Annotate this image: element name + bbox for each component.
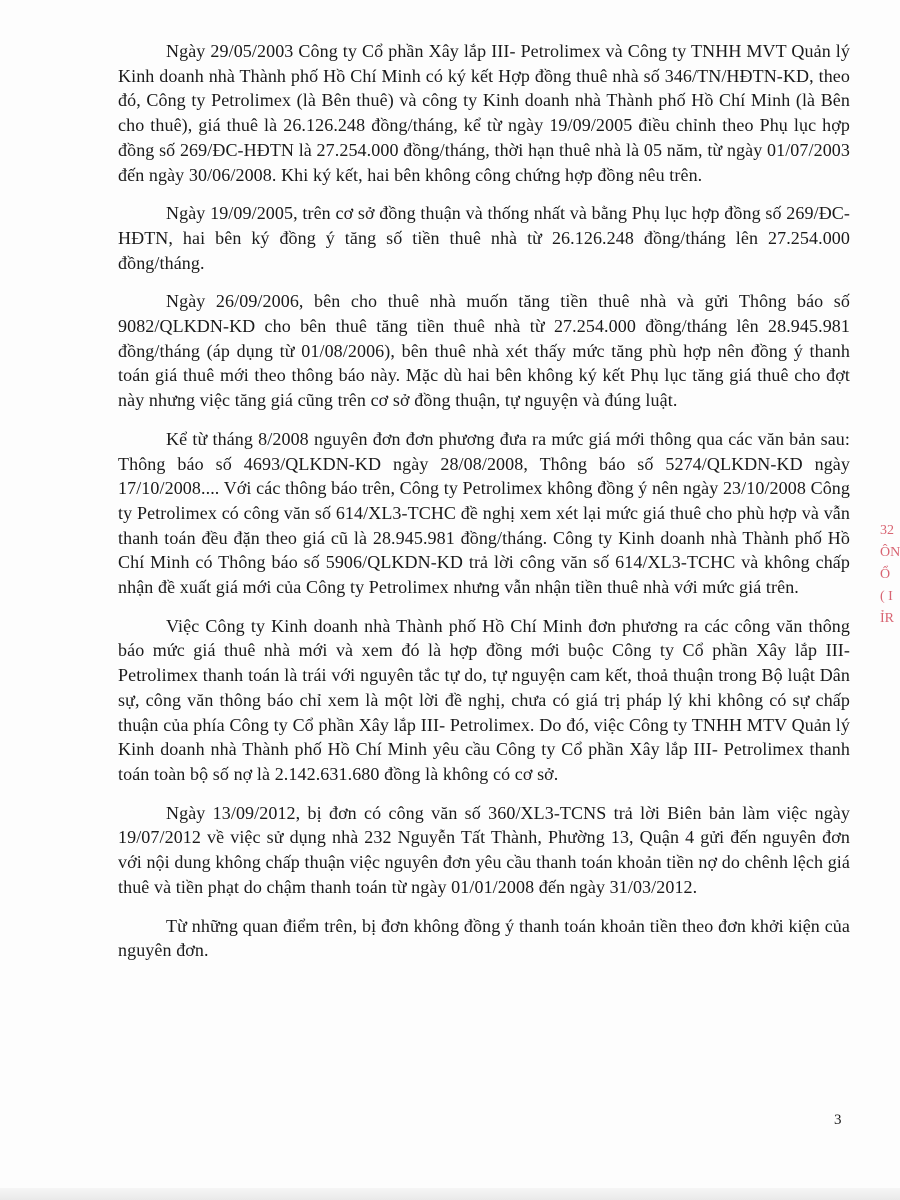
page-number: 3 [834, 1112, 842, 1128]
stamp-edge-fragment [880, 520, 900, 660]
stamp-edge-line: Ổ [880, 567, 891, 582]
stamp-edge-line: ỈR [880, 611, 894, 626]
paragraph-1: Ngày 29/05/2003 Công ty Cổ phần Xây lắp III- Petrolimex và Công ty TNHH MVT Quản lý Kinh doanh nhà Thành phố Hồ Chí Minh có ký kết Hợp đồng thuê nhà số 346/TN/HĐTN-KD, theo đó, Công ty Petrolimex (là Bên thuê) và công ty Kinh doanh nhà Thành phố Hồ Chí Minh (là Bên cho thuê), giá thuê là 26.126.248 đồng/tháng, kể từ ngày 19/09/2005 điều chỉnh theo Phụ lục hợp đồng số 269/ĐC-HĐTN là 27.254.000 đồng/tháng, thời hạn thuê nhà là 05 năm, từ ngày 01/07/2003 đến ngày 30/06/2008. Khi ký kết, hai bên không công chứng hợp đồng nêu trên. [118, 41, 850, 185]
stamp-edge-line: ÔN [880, 545, 900, 560]
scan-bottom-edge [0, 1188, 900, 1200]
paragraph-3: Ngày 26/09/2006, bên cho thuê nhà muốn tăng tiền thuê nhà và gửi Thông báo số 9082/QLKDN-KD cho bên thuê tăng tiền thuê nhà từ 27.254.000 đồng/tháng lên 28.945.981 đồng/tháng (áp dụng từ 01/08/2006), bên thuê nhà xét thấy mức tăng phù hợp nên đồng ý thanh toán giá thuê mới theo thông báo này. Mặc dù hai bên không ký kết Phụ lục tăng giá thuê cho đợt này nhưng việc tăng giá cũng trên cơ sở đồng thuận, tự nguyện và đúng luật. [118, 291, 850, 411]
paragraph-7: Từ những quan điểm trên, bị đơn không đồng ý thanh toán khoản tiền theo đơn khởi kiện của nguyên đơn. [118, 915, 850, 961]
paragraph-2: Ngày 19/09/2005, trên cơ sở đồng thuận và thống nhất và bằng Phụ lục hợp đồng số 269/ĐC-HĐTN, hai bên ký đồng ý tăng số tiền thuê nhà từ 26.126.248 đồng/tháng lên 27.254.000 đồng/tháng. [118, 203, 850, 273]
stamp-edge-line: 32 [880, 523, 894, 538]
paragraph-4: Kể từ tháng 8/2008 nguyên đơn đơn phương đưa ra mức giá mới thông qua các văn bản sau: Thông báo số 4693/QLKDN-KD ngày 28/08/2008, Thông báo số 5274/QLKDN-KD ngày 17/10/2008.... Với các thông báo trên, Công ty Petrolimex không đồng ý nên ngày 23/10/2008 Công ty Petrolimex có công văn số 614/XL3-TCHC đề nghị xem xét lại mức giá thuê cho phù hợp và vẫn thanh toán đều đặn theo giá cũ là 28.945.981 đồng/tháng. Công ty Kinh doanh nhà Thành phố Hồ Chí Minh có Thông báo số 5906/QLKDN-KD trả lời công văn số 614/XL3-TCHC và không chấp nhận đề xuất giá mới của Công ty Petrolimex nhưng vẫn nhận tiền thuê nhà với mức giá trên. [118, 428, 850, 598]
document-body [118, 39, 850, 977]
paragraph-5: Việc Công ty Kinh doanh nhà Thành phố Hồ Chí Minh đơn phương ra các công văn thông báo mức giá thuê nhà mới và xem đó là hợp đồng mới buộc Công ty Cổ phần Xây lắp III- Petrolimex thanh toán là trái với nguyên tắc tự do, tự nguyện cam kết, thoả thuận trong Bộ luật Dân sự, công văn thông báo chỉ xem là một lời đề nghị, chưa có giá trị pháp lý khi không có sự chấp thuận của phía Công ty Cổ phần Xây lắp III- Petrolimex. Do đó, việc Công ty TNHH MTV Quản lý Kinh doanh nhà Thành phố Hồ Chí Minh yêu cầu Công ty Cổ phần Xây lắp III- Petrolimex thanh toán toàn bộ số nợ là 2.142.631.680 đồng là không có cơ sở. [118, 615, 850, 784]
paragraph-6: Ngày 13/09/2012, bị đơn có công văn số 360/XL3-TCNS trả lời Biên bản làm việc ngày 19/07/2012 về việc sử dụng nhà 232 Nguyễn Tất Thành, Phường 13, Quận 4 gửi đến nguyên đơn với nội dung không chấp thuận việc nguyên đơn yêu cầu thanh toán khoản tiền nợ do chênh lệch giá thuê và tiền phạt do chậm thanh toán từ ngày 01/01/2008 đến ngày 31/03/2012. [118, 802, 850, 897]
stamp-edge-line: ( I [880, 589, 893, 604]
